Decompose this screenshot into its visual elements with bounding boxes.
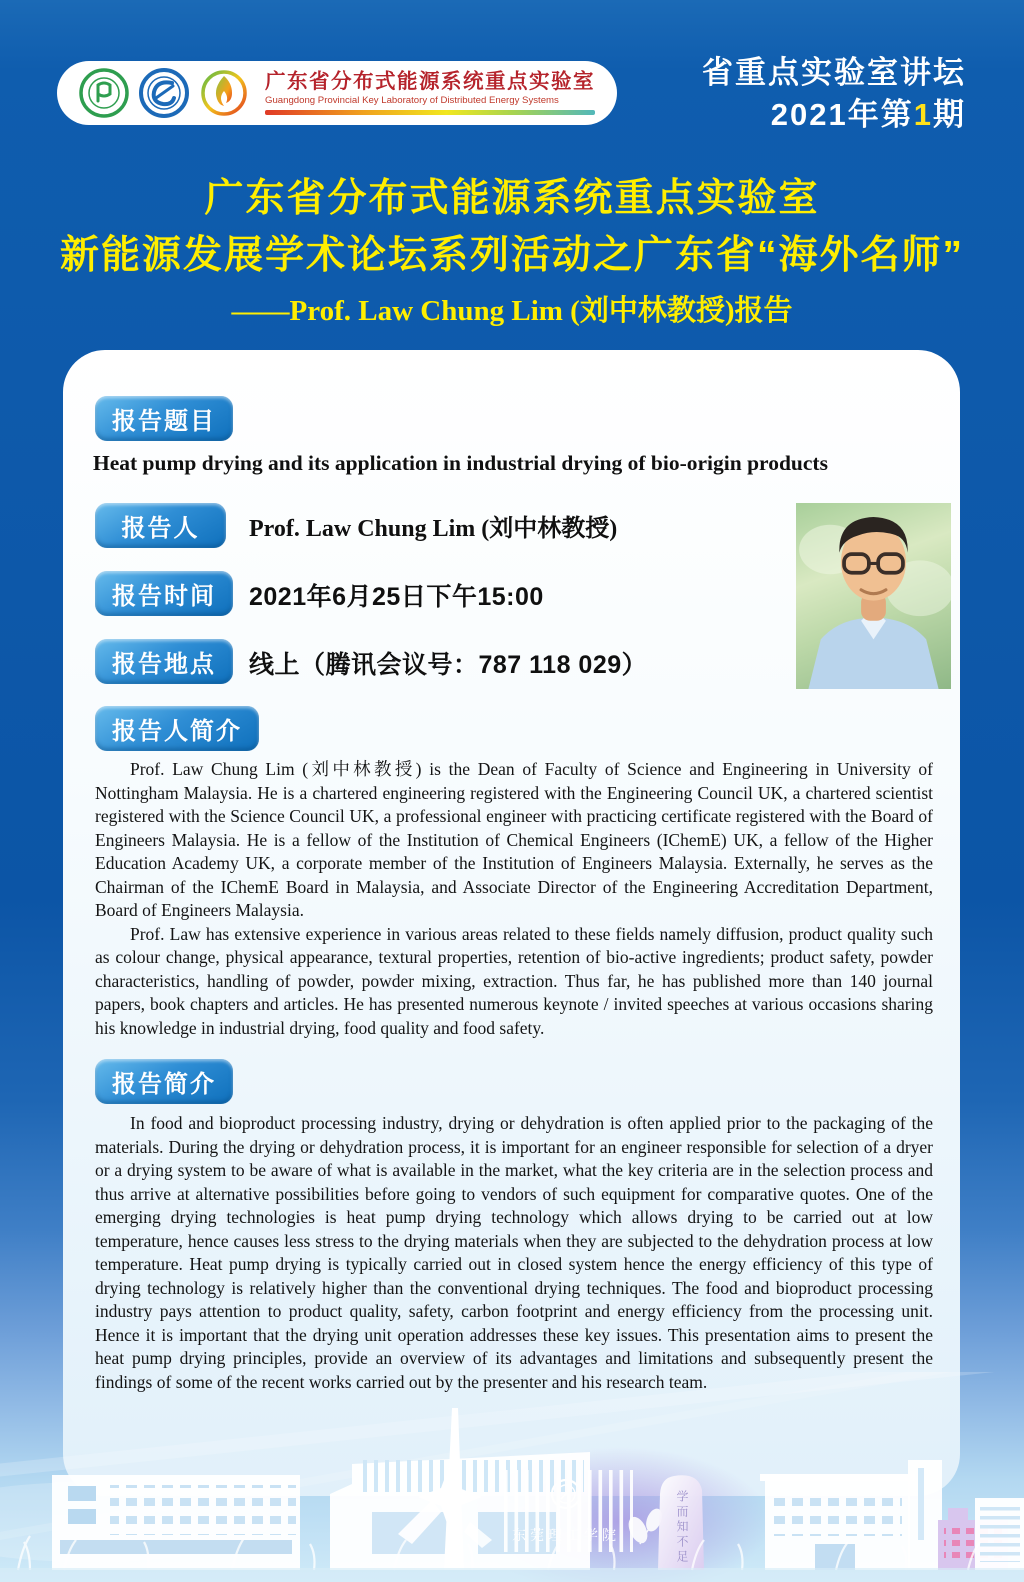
venue-badge: 报告地点	[95, 639, 233, 684]
topic-badge: 报告题目	[95, 396, 233, 441]
bio-paragraph-1: Prof. Law Chung Lim (刘中林教授) is the Dean of Faculty of Science and Engineering in University of Nottingham Malaysia. He is a chartered engineering registered with the Engineering Council UK, a chartered scientist registered with the Science Council UK, a professional engineer with practicing certificate registered with the Board of Engineers Malaysia. He is a fellow of the Institution of Chemical Engineers (IChemE) UK, a fellow of the Higher Education Academy UK, a corporate member of the Institution of Engineers Malaysia. Externally, he serves as the Chairman of the IChemE Board in Malaysia, and Associate Director of the Engineering Accreditation Department, Board of Engineers Malaysia.	[95, 759, 933, 920]
flame-energy-icon	[199, 68, 249, 118]
ground-band	[0, 1568, 1024, 1582]
campus-illustration	[0, 1372, 1024, 1582]
time-value: 2021年6月25日下午15:00	[249, 583, 544, 611]
time-badge: 报告时间	[95, 571, 233, 616]
university-seal-icon	[79, 68, 129, 118]
poster-title	[0, 170, 1024, 334]
stone-text: 学而知不足	[675, 1490, 689, 1565]
abstract-paragraph: In food and bioproduct processing industry, drying or dehydration is often applied prior to the packaging of the materials. During the drying or dehydration process, it is important for an engineer responsible for selection of a dryer or a drying system to be aware of what is available in the market, what the key criteria are in the selection process and thus arrive at alternative possibilities before going to vendors of such equipment for comparative quotes. One of the emerging drying technologies is heat pump drying technology which allows drying to be carried out at low temperature, hence causes less stress to the drying materials when they are subjected to the dehydration process at low temperature. Heat pump drying is typically carried out in closed system hence the energy efficiency of this type of drying technology is relatively higher than the conventional drying techniques. The food and bioproduct processing industry pays attention to product quality, safety, carbon footprint and energy efficiency from the processing unit. Hence it is important that the drying unit operation addresses these key issues. This presentation aims to present the heat pump drying principles, provide an overview of its advantages and limitations and subsequently present the findings of some of the recent works carried out by the presenter and his research team.	[95, 1113, 933, 1392]
university-gate	[503, 1470, 633, 1552]
talk-abstract	[95, 1112, 933, 1394]
lab-name-cn: 广东省分布式能源系统重点实验室	[265, 70, 595, 94]
speaker-value: Prof. Law Chung Lim (刘中林教授)	[249, 516, 618, 542]
speaker-photo	[796, 503, 951, 689]
lab-title-block	[265, 71, 595, 114]
talk-title: Heat pump drying and its application in industrial drying of bio-origin products	[93, 451, 828, 475]
title-line2: 新能源发展学术论坛系列活动之广东省“海外名师”	[59, 234, 964, 277]
bio-paragraph-2: Prof. Law has extensive experience in various areas related to these fields namely diffusion, product quality such as colour change, physical appearance, textural properties, retention of bio-active ingredients; product safety, powder characteristics, handling of powder, powder mixing, extraction. Thus far, he has published more than 140 journal papers, book chapters and articles. He has presented numerous keynote / invited speeches at various occasions sharing his knowledge in industrial drying, food quality and food safety.	[95, 923, 933, 1038]
speaker-bio	[95, 758, 933, 1040]
building-far-right	[938, 1498, 1024, 1570]
abstract-badge: 报告简介	[95, 1059, 233, 1104]
issue-number: 1	[913, 97, 933, 132]
lab-name-en: Guangdong Provincial Key Laboratory of Distributed Energy Systems	[265, 95, 559, 106]
issue-line2: 2021年第1期	[770, 97, 966, 132]
issue-label	[702, 52, 966, 136]
gate-text: 东莞理工学院	[512, 1527, 620, 1543]
lab-banner	[57, 61, 617, 125]
campus-skyline	[0, 1372, 1024, 1582]
issue-line1: 省重点实验室讲坛	[702, 55, 966, 90]
building-left	[52, 1475, 300, 1570]
title-line1: 广东省分布式能源系统重点实验室	[204, 177, 820, 220]
content-card	[63, 350, 960, 1496]
venue-value: 线上（腾讯会议号：787 118 029）	[249, 651, 648, 679]
lab-emblem-icon	[139, 68, 189, 118]
calligraphy-stone	[658, 1475, 704, 1570]
speaker-portrait-illustration	[796, 503, 951, 689]
rainbow-divider	[265, 110, 595, 115]
bio-badge: 报告人简介	[95, 706, 259, 751]
building-right	[760, 1460, 942, 1570]
speaker-badge: 报告人	[95, 503, 226, 548]
title-line3: ——Prof. Law Chung Lim (刘中林教授)报告	[231, 295, 793, 327]
